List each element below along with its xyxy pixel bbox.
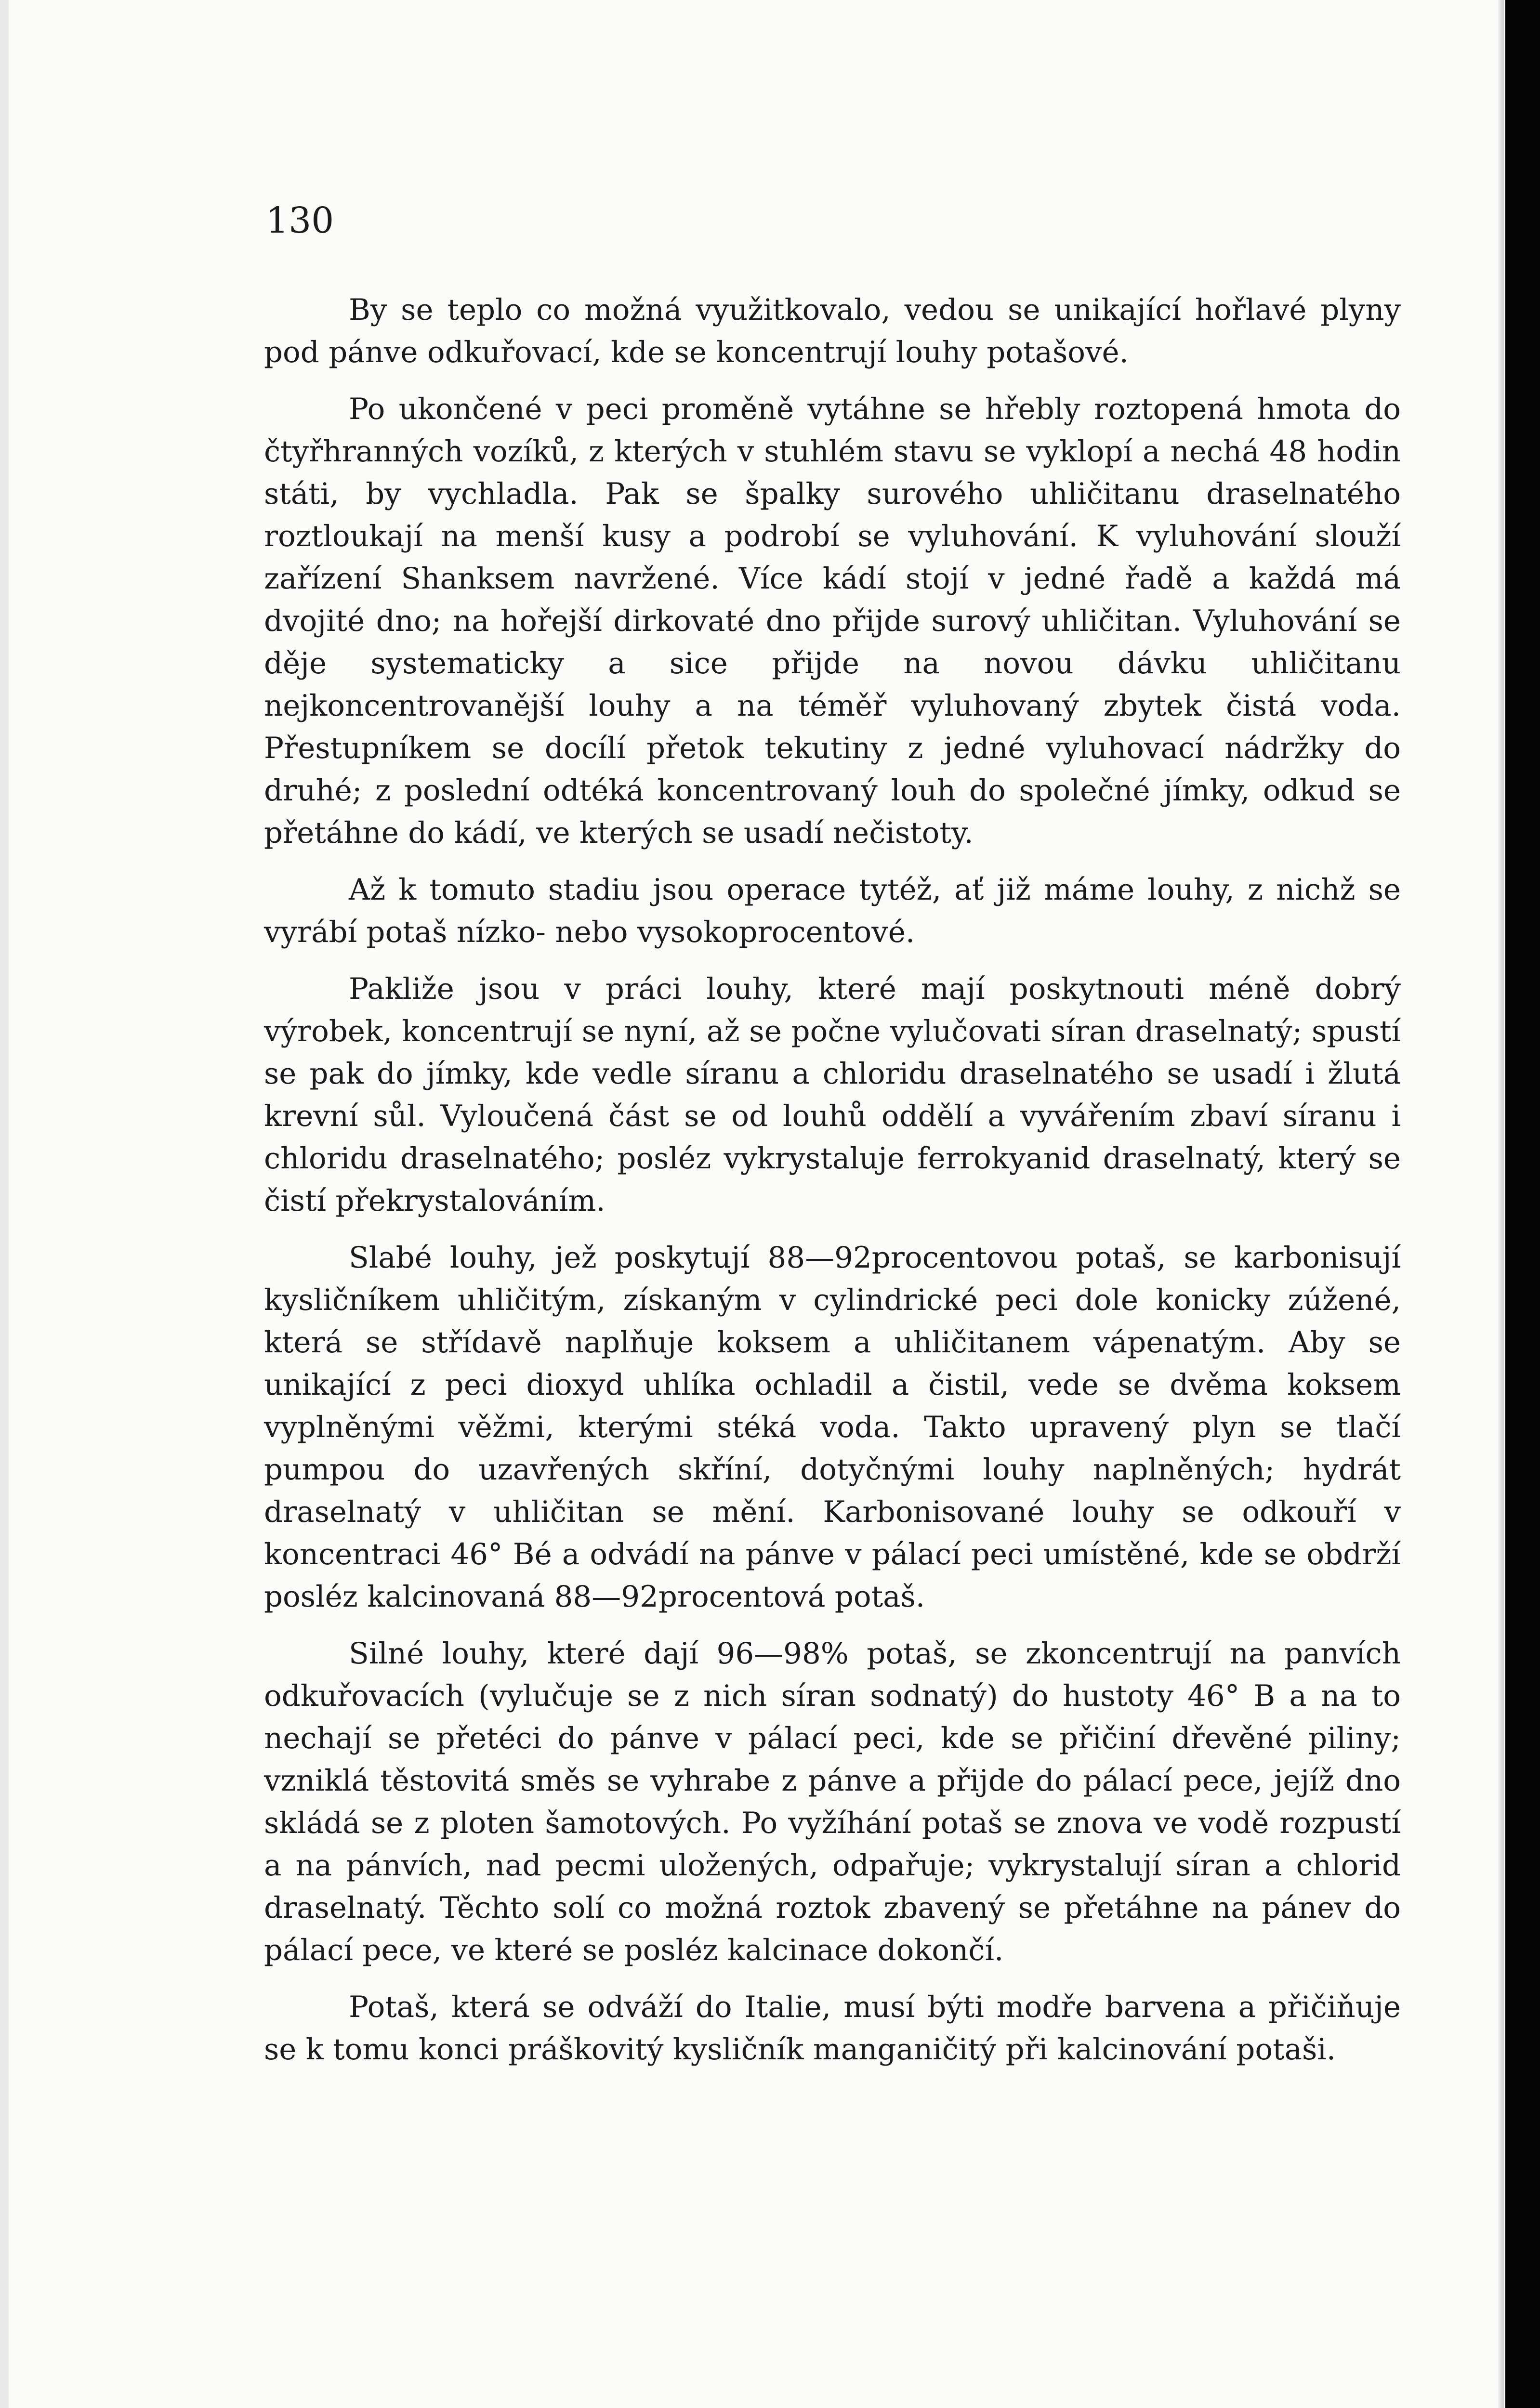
- body-text: [264, 289, 1401, 2085]
- paragraph: Po ukončené v peci proměně vytáhne se hřebly roztopená hmota do čtyřhranných vozíků, z kterých v stuhlém stavu se vyklopí a nechá 48 hodin státi, by vychladla. Pak se špalky surového uhličitanu draselnatého roztloukají na menší kusy a podrobí se vyluhování. K vyluhování slouží zařízení Shanksem navržené. Více kádí stojí v jedné řadě a každá má dvojité dno; na hořejší dirkovaté dno přijde surový uhličitan. Vyluhování se děje systematicky a sice přijde na novou dávku uhličitanu nejkoncentrovanější louhy a na téměř vyluhovaný zbytek čistá voda. Přestupníkem se docílí přetok tekutiny z jedné vyluhovací nádržky do druhé; z poslední odtéká koncentrovaný louh do společné jímky, odkud se přetáhne do kádí, ve kterých se usadí nečistoty.: [264, 392, 1401, 850]
- page-binding-shadow: [1498, 0, 1504, 2408]
- page-number: 130: [266, 200, 334, 241]
- page-right-border: [1505, 0, 1540, 2408]
- paragraph: Pakliže jsou v práci louhy, které mají poskytnouti méně dobrý výrobek, koncentrují se nyní, až se počne vylučovati síran draselnatý; spustí se pak do jímky, kde vedle síranu a chloridu draselnatého se usadí i žlutá krevní sůl. Vyloučená část se od louhů oddělí a vyvářením zbaví síranu i chloridu draselnatého; posléz vykrystaluje ferrokyanid draselnatý, který se čistí překrystalováním.: [264, 972, 1401, 1218]
- paragraph: Silné louhy, které dají 96—98% potaš, se zkoncentrují na panvích odkuřovacích (vylučuje se z nich síran sodnatý) do hustoty 46° B a na to nechají se přetéci do pánve v pálací peci, kde se přičiní dřevěné piliny; vzniklá těstovitá směs se vyhrabe z pánve a přijde do pálací pece, jejíž dno skládá se z ploten šamotových. Po vyžíhání potaš se znova ve vodě rozpustí a na pánvích, nad pecmi uložených, odpařuje; vykrystalují síran a chlorid draselnatý. Těchto solí co možná roztok zbavený se přetáhne na pánev do pálací pece, ve které se posléz kalcinace dokončí.: [264, 1636, 1401, 1967]
- paragraph: Slabé louhy, jež poskytují 88—92procentovou potaš, se karbonisují kysličníkem uhličitým, získaným v cylindrické peci dole konicky zúžené, která se střídavě naplňuje koksem a uhličitanem vápenatým. Aby se unikající z peci dioxyd uhlíka ochladil a čistil, vede se dvěma koksem vyplněnými věžmi, kterými stéká voda. Takto upravený plyn se tlačí pumpou do uzavřených skříní, dotyčnými louhy naplněných; hydrát draselnatý v uhličitan se mění. Karbonisované louhy se odkouří v koncentraci 46° Bé a odvádí na pánve v pálací peci umístěné, kde se obdrží posléz kalcinovaná 88—92procentová potaš.: [264, 1241, 1401, 1614]
- paragraph: By se teplo co možná využitkovalo, vedou se unikající hořlavé plyny pod pánve odkuřovací, kde se koncentrují louhy potašové.: [264, 293, 1401, 369]
- paragraph: Až k tomuto stadiu jsou operace tytéž, ať již máme louhy, z nichž se vyrábí potaš nízko- nebo vysokoprocentové.: [264, 873, 1401, 949]
- paragraph: Potaš, která se odváží do Italie, musí býti modře barvena a přičiňuje se k tomu konci práškovitý kysličník manganičitý při kalcinování potaši.: [264, 1990, 1401, 2067]
- page-left-edge: [0, 0, 9, 2408]
